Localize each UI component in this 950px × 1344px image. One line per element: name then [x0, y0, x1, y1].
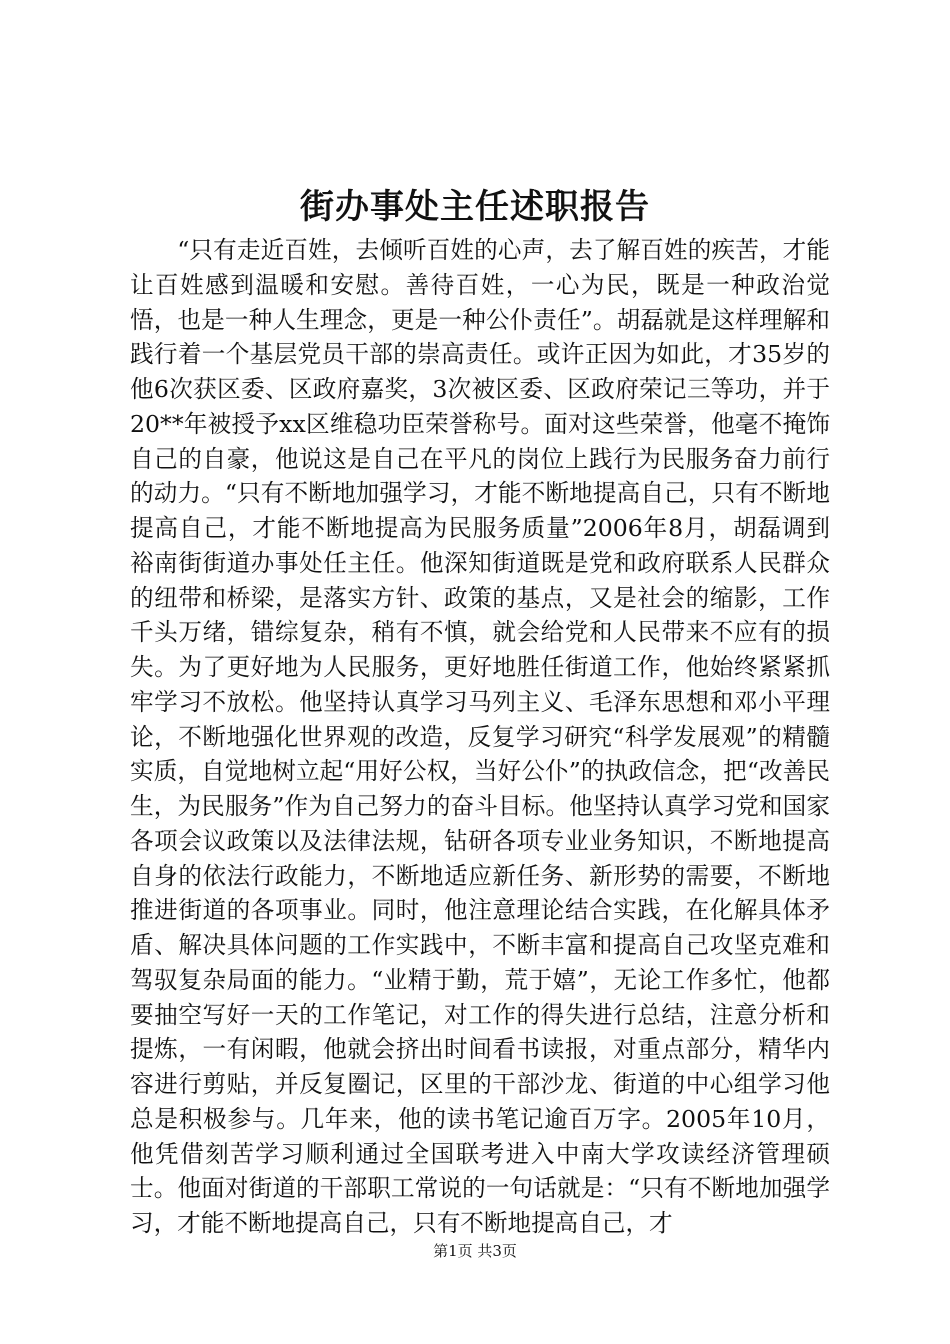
- document-title: 街办事处主任述职报告: [300, 187, 650, 227]
- page-number-footer: 第1页 共3页: [433, 1242, 517, 1260]
- document-body-paragraph: “只有走近百姓，去倾听百姓的心声，去了解百姓的疾苦，才能让百姓感到温暖和安慰。善待百姓，一心为民，既是一种政治觉悟，也是一种人生理念，更是一种公仆责任”。胡磊就是这样理解和践行着一个基层党员干部的崇高责任。或许正因为如此，才35岁的他6次获区委、区政府嘉奖，3次被区委、区政府荣记三等功，并于20**年被授予xx区维稳功臣荣誉称号。面对这些荣誉，他毫不掩饰自己的自豪，他说这是自己在平凡的岗位上践行为民服务奋力前行的动力。“只有不断地加强学习，才能不断地提高自己，只有不断地提高自己，才能不断地提高为民服务质量”2006年8月，胡磊调到裕南街街道办事处任主任。他深知街道既是党和政府联系人民群众的纽带和桥梁，是落实方针、政策的基点，又是社会的缩影，工作千头万绪，错综复杂，稍有不慎，就会给党和人民带来不应有的损失。为了更好地为人民服务，更好地胜任街道工作，他始终紧紧抓牢学习不放松。他坚持认真学习马列主义、毛泽东思想和邓小平理论，不断地强化世界观的改造，反复学习研究“科学发展观”的精髓实质，自觉地树立起“用好公权，当好公仆”的执政信念，把“改善民生，为民服务”作为自己努力的奋斗目标。他坚持认真学习党和国家各项会议政策以及法律法规，钻研各项专业业务知识，不断地提高自身的依法行政能力，不断地适应新任务、新形势的需要，不断地推进街道的各项事业。同时，他注意理论结合实践，在化解具体矛盾、解决具体问题的工作实践中，不断丰富和提高自己攻坚克难和驾驭复杂局面的能力。“业精于勤，荒于嬉”，无论工作多忙，他都要抽空写好一天的工作笔记，对工作的得失进行总结，注意分析和提炼，一有闲暇，他就会挤出时间看书读报，对重点部分，精华内容进行剪贴，并反复圈记，区里的干部沙龙、街道的中心组学习他总是积极参与。几年来，他的读书笔记逾百万字。2005年10月，他凭借刻苦学习顺利通过全国联考进入中南大学攻读经济管理硕士。他面对街道的干部职工常说的一句话就是：“只有不断地加强学习，才能不断地提高自己，只有不断地提高自己，才: [130, 236, 830, 1237]
